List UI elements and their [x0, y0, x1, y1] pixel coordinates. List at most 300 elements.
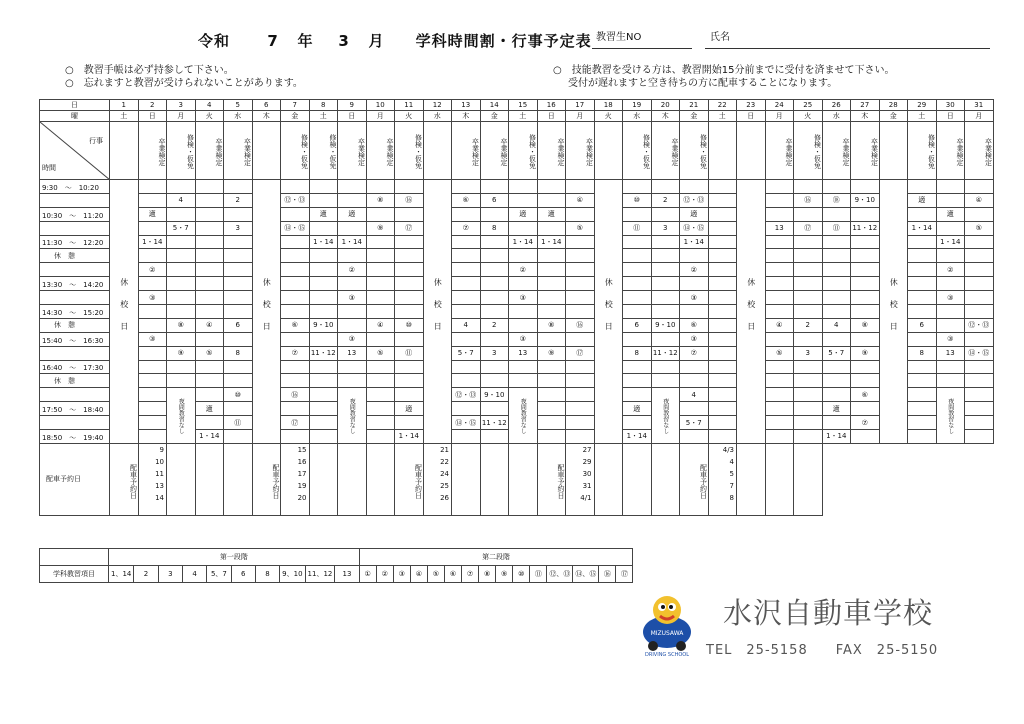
- schedule-cell: ②: [509, 263, 538, 277]
- schedule-cell: 1・14: [936, 235, 965, 249]
- schedule-cell: [765, 263, 794, 277]
- schedule-cell: [623, 263, 652, 277]
- schedule-cell: [195, 332, 224, 346]
- schedule-cell: [566, 332, 595, 346]
- schedule-cell: ②: [936, 263, 965, 277]
- schedule-cell: [908, 277, 937, 291]
- stage2-header: 第二段階: [359, 549, 633, 566]
- no-night-class-cell: 夜間教習なし: [338, 388, 367, 444]
- weekday-label: 月: [366, 111, 395, 122]
- schedule-cell: 適: [395, 402, 424, 416]
- schedule-cell: [680, 305, 709, 319]
- schedule-cell: [167, 235, 196, 249]
- dispatch-empty: [794, 443, 823, 515]
- stage2-item: ⑨: [496, 566, 513, 583]
- schedule-cell: ⑫・⑬: [452, 388, 481, 402]
- schedule-cell: ⑥: [452, 193, 481, 207]
- schedule-cell: ④: [366, 318, 395, 332]
- weekday-label: 水: [623, 111, 652, 122]
- era: 令和: [198, 32, 231, 50]
- school-name: 水沢自動車学校: [723, 596, 934, 630]
- schedule-cell: [822, 360, 851, 374]
- schedule-cell: ③: [138, 332, 167, 346]
- schedule-cell: [965, 263, 994, 277]
- dispatch-date: 4: [729, 457, 734, 466]
- schedule-cell: [138, 318, 167, 332]
- day-number: 26: [822, 100, 851, 111]
- schedule-cell: [366, 332, 395, 346]
- schedule-cell: ⑨: [167, 346, 196, 360]
- schedule-cell: [908, 402, 937, 416]
- time-slot-spacer: [40, 416, 110, 430]
- dispatch-dates: [281, 443, 310, 515]
- schedule-cell: [366, 430, 395, 444]
- schedule-cell: [651, 180, 680, 194]
- schedule-cell: 11・12: [480, 416, 509, 430]
- dispatch-date: 31: [582, 481, 592, 490]
- schedule-cell: [480, 291, 509, 305]
- schedule-cell: 5・7: [680, 416, 709, 430]
- schedule-cell: [509, 374, 538, 388]
- dispatch-date: 14: [155, 493, 164, 502]
- schedule-cell: [708, 374, 737, 388]
- schedule-cell: 適: [509, 207, 538, 221]
- stage2-item: ⑤: [427, 566, 444, 583]
- schedule-cell: ⑪: [224, 416, 253, 430]
- schedule-cell: ③: [680, 332, 709, 346]
- weekday-label: 金: [480, 111, 509, 122]
- schedule-cell: [965, 430, 994, 444]
- schedule-cell: [822, 416, 851, 430]
- day-number: 24: [765, 100, 794, 111]
- schedule-cell: [167, 305, 196, 319]
- schedule-cell: [167, 277, 196, 291]
- dispatch-empty: [594, 443, 623, 515]
- schedule-cell: [708, 360, 737, 374]
- note-right-1: ○ 技能教習を受ける方は、教習開始15分前までに受付を済ませて下さい。: [553, 65, 895, 76]
- schedule-cell: [452, 374, 481, 388]
- weekday-label: 月: [765, 111, 794, 122]
- schedule-cell: [224, 235, 253, 249]
- curriculum-row-label: 学科教習項目: [40, 566, 109, 583]
- event-cell: 修検・仮免: [395, 122, 424, 180]
- stage2-item: ③: [393, 566, 410, 583]
- dispatch-date: 15: [297, 445, 307, 454]
- schedule-cell: [708, 221, 737, 235]
- schedule-cell: ⑥: [851, 388, 880, 402]
- name-label: 氏名: [710, 32, 730, 43]
- schedule-cell: [537, 277, 566, 291]
- event-cell: 卒業検定: [338, 122, 367, 180]
- dispatch-dates: [423, 443, 452, 515]
- stage1-item: 6: [231, 566, 255, 583]
- schedule-cell: 適: [680, 207, 709, 221]
- weekday-label: 木: [651, 111, 680, 122]
- schedule-cell: ⑪: [623, 221, 652, 235]
- schedule-cell: [509, 277, 538, 291]
- schedule-cell: 8: [908, 346, 937, 360]
- schedule-cell: 1・14: [309, 235, 338, 249]
- schedule-cell: ④: [965, 193, 994, 207]
- schedule-cell: [537, 193, 566, 207]
- schedule-cell: ⑪: [822, 221, 851, 235]
- schedule-cell: [195, 235, 224, 249]
- schedule-cell: [338, 277, 367, 291]
- dispatch-vertical-label: 配車予約日: [110, 443, 139, 515]
- day-number: 9: [338, 100, 367, 111]
- dispatch-empty: [338, 443, 367, 515]
- schedule-cell: [623, 416, 652, 430]
- schedule-cell: [366, 207, 395, 221]
- schedule-cell: [395, 235, 424, 249]
- stage-corner: [40, 549, 109, 566]
- schedule-cell: [224, 291, 253, 305]
- schedule-cell: [366, 180, 395, 194]
- schedule-cell: [651, 305, 680, 319]
- schedule-cell: [708, 402, 737, 416]
- student-no-field[interactable]: [592, 48, 692, 49]
- schedule-cell: ⑤: [765, 346, 794, 360]
- schedule-cell: [794, 235, 823, 249]
- schedule-cell: [708, 430, 737, 444]
- schedule-cell: [965, 305, 994, 319]
- schedule-cell: [366, 235, 395, 249]
- schedule-cell: [452, 360, 481, 374]
- event-cell: 卒業検定: [566, 122, 595, 180]
- schedule-cell: [765, 291, 794, 305]
- schedule-cell: [651, 374, 680, 388]
- event-cell: 卒業検定: [765, 122, 794, 180]
- schedule-cell: [908, 180, 937, 194]
- schedule-cell: [623, 249, 652, 263]
- day-header-label: 日: [40, 100, 110, 111]
- schedule-cell: 1・14: [822, 430, 851, 444]
- day-number: 10: [366, 100, 395, 111]
- weekday-label: 火: [594, 111, 623, 122]
- weekday-label: 火: [195, 111, 224, 122]
- schedule-cell: [452, 332, 481, 346]
- schedule-cell: 4: [452, 318, 481, 332]
- schedule-cell: [680, 402, 709, 416]
- schedule-cell: [794, 263, 823, 277]
- schedule-cell: 6: [623, 318, 652, 332]
- weekday-label: 土: [309, 111, 338, 122]
- logo-text: MIZUSAWA: [650, 630, 684, 637]
- schedule-table: [39, 99, 994, 516]
- schedule-cell: ⑯: [395, 193, 424, 207]
- schedule-cell: ⑰: [281, 416, 310, 430]
- corner-bottom-label: 時間: [42, 164, 56, 172]
- day-number: 22: [708, 100, 737, 111]
- schedule-cell: [281, 360, 310, 374]
- schedule-cell: ⑪: [395, 346, 424, 360]
- schedule-cell: 8: [480, 221, 509, 235]
- weekday-label: 土: [708, 111, 737, 122]
- schedule-cell: [537, 388, 566, 402]
- time-slot-label: 17:50 ～ 18:40: [40, 402, 110, 416]
- schedule-cell: [765, 277, 794, 291]
- month: 3: [338, 32, 350, 50]
- schedule-cell: [338, 249, 367, 263]
- dispatch-date: 21: [440, 445, 449, 454]
- schedule-cell: [480, 180, 509, 194]
- schedule-cell: 5・7: [452, 346, 481, 360]
- schedule-cell: ⑦: [452, 221, 481, 235]
- schedule-cell: 1・14: [395, 430, 424, 444]
- dispatch-date: 11: [155, 469, 164, 478]
- day-number: 8: [309, 100, 338, 111]
- time-slot-label: 18:50 ～ 19:40: [40, 430, 110, 444]
- schedule-cell: [309, 388, 338, 402]
- schedule-cell: ⑫・⑬: [965, 318, 994, 332]
- schedule-cell: 適: [537, 207, 566, 221]
- dispatch-date: 25: [440, 481, 449, 490]
- weekday-label: 火: [395, 111, 424, 122]
- schedule-cell: [623, 360, 652, 374]
- event-cell: 修検・仮免: [908, 122, 937, 180]
- time-slot-label: 16:40 ～ 17:30: [40, 360, 110, 374]
- schedule-cell: [965, 416, 994, 430]
- schedule-cell: ④: [566, 193, 595, 207]
- weekday-label: 日: [737, 111, 766, 122]
- schedule-cell: [452, 263, 481, 277]
- dispatch-empty: [195, 443, 224, 515]
- schedule-cell: [309, 416, 338, 430]
- schedule-cell: [366, 249, 395, 263]
- break-label: 休 憩: [40, 374, 110, 388]
- schedule-cell: [167, 332, 196, 346]
- stage1-header: 第一段階: [109, 549, 360, 566]
- dispatch-empty: [309, 443, 338, 515]
- schedule-cell: [224, 207, 253, 221]
- schedule-cell: [794, 402, 823, 416]
- schedule-cell: [195, 291, 224, 305]
- schedule-cell: ⑤: [566, 221, 595, 235]
- schedule-cell: 1・14: [537, 235, 566, 249]
- schedule-cell: [936, 305, 965, 319]
- schedule-cell: [309, 360, 338, 374]
- stage1-item: 11、12: [305, 566, 335, 583]
- schedule-cell: [965, 235, 994, 249]
- schedule-cell: [195, 305, 224, 319]
- schedule-cell: [452, 277, 481, 291]
- weekday-label: 水: [224, 111, 253, 122]
- schedule-cell: [794, 249, 823, 263]
- schedule-cell: [708, 180, 737, 194]
- schedule-cell: [765, 207, 794, 221]
- stage1-item: 9、10: [280, 566, 305, 583]
- day-number: 15: [509, 100, 538, 111]
- schedule-cell: [452, 402, 481, 416]
- schedule-cell: [965, 332, 994, 346]
- schedule-cell: [936, 180, 965, 194]
- schedule-cell: 8: [224, 346, 253, 360]
- schedule-cell: 11・12: [309, 346, 338, 360]
- schedule-cell: ⑯: [794, 193, 823, 207]
- day-number: 2: [138, 100, 167, 111]
- day-number: 23: [737, 100, 766, 111]
- schedule-cell: 4: [822, 318, 851, 332]
- schedule-cell: [908, 430, 937, 444]
- day-number: 19: [623, 100, 652, 111]
- schedule-cell: 9・10: [651, 318, 680, 332]
- schedule-cell: [224, 277, 253, 291]
- schedule-cell: [822, 180, 851, 194]
- schedule-cell: ③: [509, 332, 538, 346]
- schedule-cell: ③: [936, 332, 965, 346]
- schedule-cell: [566, 374, 595, 388]
- schedule-cell: 1・14: [138, 235, 167, 249]
- schedule-cell: [338, 318, 367, 332]
- dispatch-date: 30: [582, 469, 592, 478]
- schedule-cell: [537, 263, 566, 277]
- time-slot-label: 15:40 ～ 16:30: [40, 332, 110, 346]
- schedule-cell: [908, 360, 937, 374]
- no-night-class-cell: 夜間教習なし: [167, 388, 196, 444]
- schedule-cell: 11・12: [651, 346, 680, 360]
- schedule-cell: [395, 360, 424, 374]
- schedule-cell: [138, 277, 167, 291]
- stage1-item: 2: [134, 566, 158, 583]
- schedule-cell: [651, 207, 680, 221]
- student-no-label: 教習生NO: [596, 32, 642, 43]
- schedule-cell: [138, 402, 167, 416]
- schedule-cell: [224, 249, 253, 263]
- schedule-cell: ④: [765, 318, 794, 332]
- schedule-cell: [908, 416, 937, 430]
- dispatch-empty: [651, 443, 680, 515]
- schedule-cell: [708, 291, 737, 305]
- year: 7: [267, 32, 279, 50]
- time-slot-spacer: [40, 263, 110, 277]
- weekday-label: 日: [537, 111, 566, 122]
- dispatch-date: 20: [297, 493, 307, 502]
- schedule-cell: 2: [794, 318, 823, 332]
- schedule-cell: [480, 277, 509, 291]
- schedule-cell: [309, 430, 338, 444]
- schedule-cell: ⑨: [851, 346, 880, 360]
- schedule-cell: [338, 360, 367, 374]
- schedule-cell: [680, 360, 709, 374]
- schedule-cell: [281, 374, 310, 388]
- schedule-cell: [537, 430, 566, 444]
- schedule-cell: ⑯: [281, 388, 310, 402]
- schedule-cell: [566, 291, 595, 305]
- schedule-cell: [680, 180, 709, 194]
- schedule-cell: [537, 332, 566, 346]
- schedule-cell: [765, 388, 794, 402]
- schedule-cell: [822, 374, 851, 388]
- schedule-cell: [537, 249, 566, 263]
- day-number: 25: [794, 100, 823, 111]
- schedule-cell: [138, 305, 167, 319]
- schedule-cell: [822, 291, 851, 305]
- schedule-cell: 6: [908, 318, 937, 332]
- schedule-cell: [651, 277, 680, 291]
- schedule-cell: ⑭・⑮: [965, 346, 994, 360]
- schedule-cell: [566, 402, 595, 416]
- schedule-cell: [195, 374, 224, 388]
- mascot-logo-icon: [636, 588, 698, 658]
- schedule-cell: [936, 193, 965, 207]
- day-number: 7: [281, 100, 310, 111]
- schedule-cell: [623, 374, 652, 388]
- day-number: 20: [651, 100, 680, 111]
- schedule-cell: ⑤: [195, 346, 224, 360]
- name-field[interactable]: [705, 48, 990, 49]
- weekday-label: 木: [851, 111, 880, 122]
- day-number: 5: [224, 100, 253, 111]
- event-cell: 卒業検定: [936, 122, 965, 180]
- schedule-cell: [167, 263, 196, 277]
- schedule-cell: [224, 332, 253, 346]
- schedule-cell: [965, 249, 994, 263]
- schedule-cell: [794, 305, 823, 319]
- schedule-cell: [794, 207, 823, 221]
- dispatch-date: 8: [729, 493, 734, 502]
- stage1-item: 5、7: [207, 566, 231, 583]
- weekday-label: 木: [452, 111, 481, 122]
- schedule-cell: [167, 249, 196, 263]
- schedule-cell: 8: [623, 346, 652, 360]
- schedule-cell: [138, 193, 167, 207]
- schedule-cell: [509, 221, 538, 235]
- schedule-cell: [395, 263, 424, 277]
- event-cell: [708, 122, 737, 180]
- dispatch-date: 29: [582, 457, 592, 466]
- schedule-cell: [452, 207, 481, 221]
- stage2-item: ⑰: [616, 566, 633, 583]
- schedule-cell: ⑧: [366, 193, 395, 207]
- day-number: 12: [423, 100, 452, 111]
- event-cell: 卒業検定: [965, 122, 994, 180]
- no-night-class-cell: 夜間教習なし: [509, 388, 538, 444]
- schedule-cell: [965, 180, 994, 194]
- schedule-cell: [765, 180, 794, 194]
- weekday-label: 火: [794, 111, 823, 122]
- schedule-cell: [822, 332, 851, 346]
- schedule-cell: [395, 207, 424, 221]
- dispatch-date: 5: [729, 469, 734, 478]
- stage1-item: 13: [335, 566, 359, 583]
- schedule-cell: [309, 305, 338, 319]
- day-number: 6: [252, 100, 281, 111]
- day-number: 28: [879, 100, 908, 111]
- schedule-cell: [281, 263, 310, 277]
- schedule-cell: [537, 305, 566, 319]
- schedule-cell: [480, 374, 509, 388]
- schedule-cell: [395, 291, 424, 305]
- stage1-item: 3: [158, 566, 182, 583]
- time-slot-spacer: [40, 346, 110, 360]
- schedule-cell: [822, 235, 851, 249]
- schedule-cell: [851, 332, 880, 346]
- schedule-cell: ②: [138, 263, 167, 277]
- dispatch-date: 22: [440, 457, 449, 466]
- corner-cell: [40, 122, 110, 180]
- schedule-cell: [138, 388, 167, 402]
- schedule-cell: [480, 235, 509, 249]
- dispatch-empty: [737, 443, 766, 515]
- schedule-cell: [566, 360, 595, 374]
- schedule-cell: [309, 291, 338, 305]
- note-right-2: 受付が遅れますと空き待ちの方に配車することになります。: [568, 78, 838, 89]
- schedule-cell: [794, 277, 823, 291]
- schedule-cell: [195, 180, 224, 194]
- schedule-cell: ②: [338, 263, 367, 277]
- dispatch-empty: [224, 443, 253, 515]
- schedule-cell: [908, 235, 937, 249]
